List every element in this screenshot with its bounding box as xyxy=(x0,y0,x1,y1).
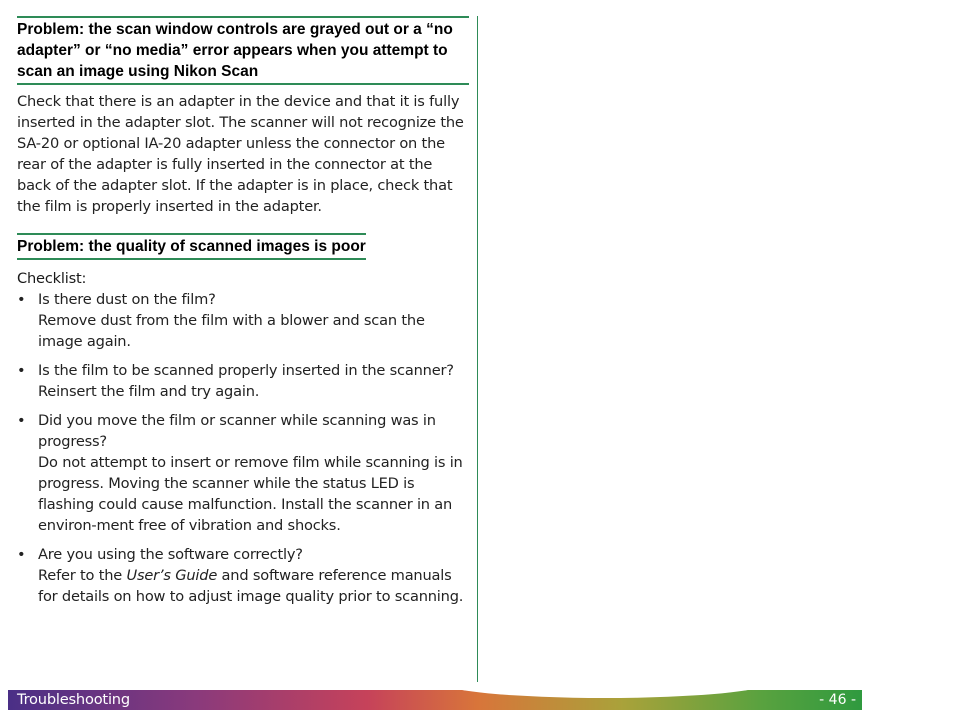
list-item-answer xyxy=(38,565,469,607)
list-item-question: Is there dust on the film? xyxy=(38,291,216,308)
problem-heading-adapter: Problem: the scan window controls are grayed out or a “no adapter” or “no media” error appears when you attempt to scan an image using Nikon Scan xyxy=(17,16,469,85)
list-item-answer: Remove dust from the film with a blower and scan the image again. xyxy=(38,312,425,350)
list-item-answer: Do not attempt to insert or remove film while scanning is in progress. Moving the scanner while the status LED is flashing could cause malfunction. Install the scanner in an environ-ment free of vibration and shocks. xyxy=(38,454,463,534)
list-item xyxy=(17,544,469,607)
bullet-icon: • xyxy=(17,412,26,429)
list-item-question: Is the film to be scanned properly inserted in the scanner? xyxy=(38,362,454,379)
list-item-question: Are you using the software correctly? xyxy=(38,546,303,563)
quality-section xyxy=(17,233,469,260)
list-item-question: Did you move the film or scanner while scanning was in progress? xyxy=(38,412,436,450)
problem-heading-quality: Problem: the quality of scanned images is poor xyxy=(17,233,366,260)
answer-post: and software reference manuals for details on how to adjust image quality prior to scanning. xyxy=(38,567,464,605)
bullet-icon: • xyxy=(17,291,26,308)
adapter-paragraph: Check that there is an adapter in the device and that it is fully inserted in the adapter slot. The scanner will not recognize the SA-20 or optional IA-20 adapter unless the connector on the rear of the adapter is fully inserted in the connector at the back of the adapter slot. If the adapter is in place, check that the film is properly inserted in the adapter. xyxy=(17,93,464,215)
users-guide-title: User’s Guide xyxy=(126,567,218,584)
column-divider xyxy=(477,16,478,682)
checklist-label: Checklist: xyxy=(17,270,87,287)
answer-pre: Refer to the xyxy=(38,567,127,584)
checklist xyxy=(17,289,469,607)
page-number: - 46 - xyxy=(819,692,856,708)
list-item-answer: Reinsert the film and try again. xyxy=(38,383,260,400)
footer-section-label[interactable]: Troubleshooting xyxy=(17,691,130,708)
list-item xyxy=(17,360,469,402)
list-item xyxy=(17,289,469,352)
bullet-icon: • xyxy=(17,362,26,379)
main-column xyxy=(17,16,469,615)
footer-bar xyxy=(8,690,862,710)
bullet-icon: • xyxy=(17,546,26,563)
list-item xyxy=(17,410,469,536)
